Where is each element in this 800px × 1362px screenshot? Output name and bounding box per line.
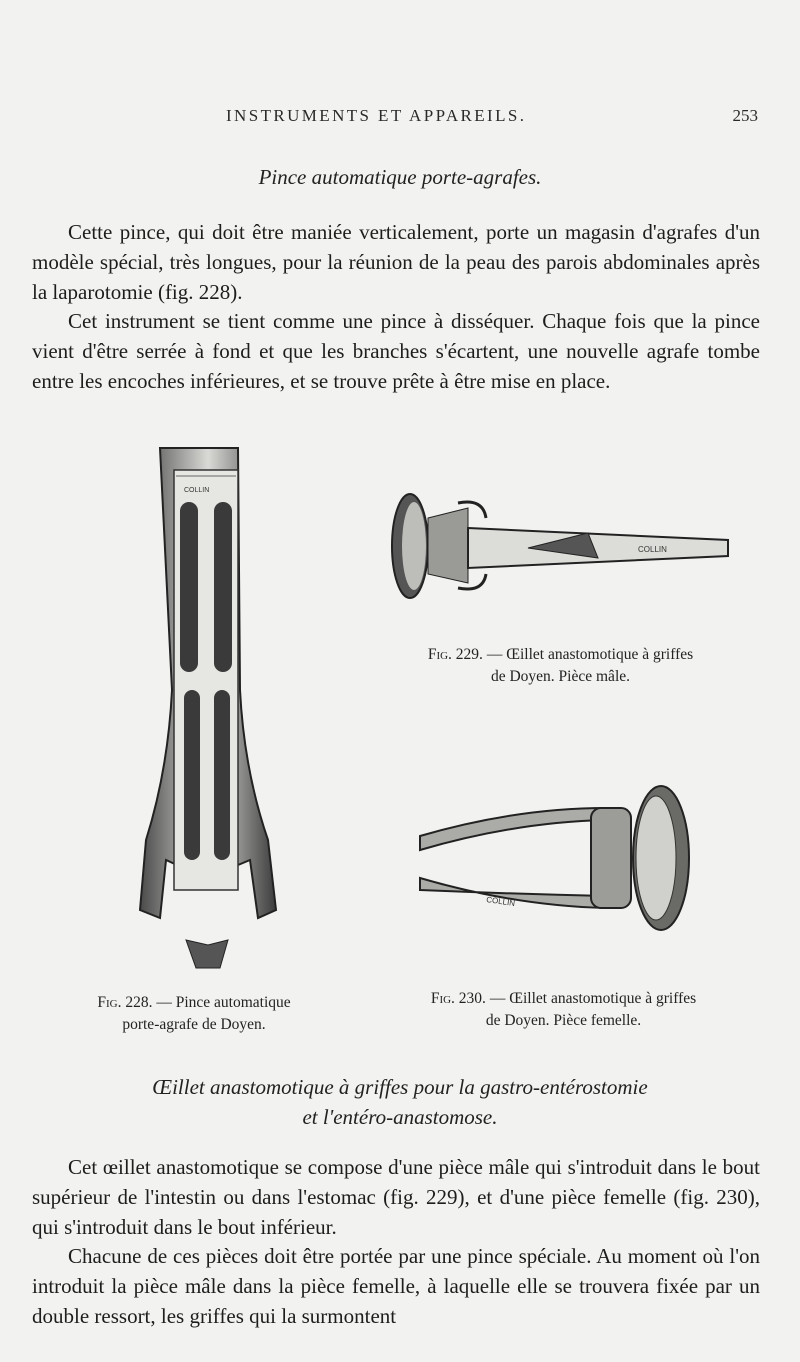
section-title-oeillet	[0, 1072, 800, 1132]
figure-label: Fig. 229.	[427, 646, 483, 663]
section-title-line1: Œillet anastomotique à griffes pour la gastro-entérostomie	[152, 1075, 648, 1099]
figure-230	[416, 778, 696, 943]
caption-text: — Pince automatique	[156, 994, 291, 1011]
collin-mark: COLLIN	[638, 545, 667, 554]
paragraph: Chacune de ces pièces doit être portée par une pince spéciale. Au moment où l'on introduit la pièce mâle dans la pièce femelle, à laquelle elle se trouvera fixée par un double ressort, les griffes qui la surmontent	[32, 1244, 760, 1328]
caption-229	[388, 644, 733, 688]
female-piece-engraving	[416, 778, 696, 943]
figure-label: Fig. 230.	[430, 990, 486, 1007]
running-title: INSTRUMENTS ET APPAREILS.	[226, 106, 527, 125]
section-title-line2: et l'entéro-anastomose.	[302, 1105, 498, 1129]
page-number: 253	[732, 106, 758, 125]
collin-mark: COLLIN	[184, 487, 210, 494]
caption-line2: de Doyen. Pièce femelle.	[485, 1012, 642, 1029]
caption-text: — Œillet anastomotique à griffes	[486, 646, 694, 663]
paragraph: Cet instrument se tient comme une pince à disséquer. Chaque fois que la pince vient d'être serrée à fond et que les branches s'écartent, une nouvelle agrafe tombe entre les encoches inférieures, et se trouve prête à être mise en place.	[32, 309, 760, 393]
figure-label: Fig. 228.	[97, 994, 153, 1011]
figure-228	[128, 440, 288, 985]
section1-text	[32, 218, 760, 397]
caption-line2: porte-agrafe de Doyen.	[122, 1016, 266, 1033]
paragraph: Cet œillet anastomotique se compose d'une pièce mâle qui s'introduit dans le bout supérieur de l'intestin ou dans l'estomac (fig. 229), et d'une pièce femelle (fig. 230), qui s'introduit dans le bout inférieur.	[32, 1155, 760, 1239]
caption-text: — Œillet anastomotique à griffes	[489, 990, 697, 1007]
section-title-pince: Pince automatique porte-agrafes.	[258, 165, 542, 189]
running-head	[0, 106, 800, 128]
paragraph: Cette pince, qui doit être maniée verticalement, porte un magasin d'agrafes d'un modèle spécial, très longues, pour la réunion de la peau des parois abdominales après la laparotomie (fig. 228).	[32, 220, 760, 304]
section2-text	[32, 1153, 760, 1332]
forceps-engraving	[128, 440, 288, 985]
male-piece-engraving	[388, 488, 733, 628]
collin-mark: COLLIN	[485, 895, 516, 909]
caption-230	[386, 988, 741, 1032]
caption-228	[44, 992, 344, 1036]
figure-229	[388, 488, 733, 628]
caption-line2: de Doyen. Pièce mâle.	[490, 668, 630, 685]
